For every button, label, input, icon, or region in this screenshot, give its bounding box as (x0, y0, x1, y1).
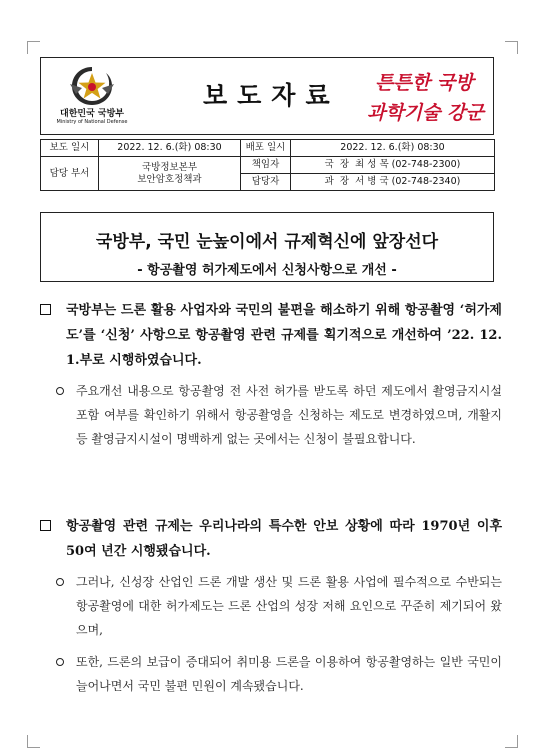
section-2-bullet-1 (40, 570, 502, 642)
section-2-bullet-1-text: 그러나, 신성장 산업인 드론 개발 생산 및 드론 활용 사업에 필수적으로 수반되는 항공촬영에 대한 허가제도는 드론 산업의 성장 저해 요인으로 꾸준히 제기되어 왔으며, (76, 575, 502, 637)
report-date-label: 보도 일시 (41, 140, 99, 157)
ministry-name-en: Ministry of National Defense (56, 119, 128, 125)
staff-value: 과 장 서 병 국 (02-748-2340) (291, 174, 495, 191)
responsible-label: 책임자 (241, 157, 291, 174)
section-2-bullet-2 (40, 650, 502, 698)
circle-bullet-icon (56, 578, 64, 586)
frame-corner-top-right (505, 41, 518, 54)
section-2-heading (40, 514, 502, 564)
dept-label: 담당 부서 (41, 157, 99, 191)
headline-box (40, 212, 494, 282)
ministry-name-kr: 대한민국 국방부 (60, 109, 124, 119)
press-header (40, 57, 494, 135)
frame-corner-bottom-left (27, 735, 40, 748)
section-1-heading-text: 국방부는 드론 활용 사업자와 국민의 불편을 해소하기 위해 항공촬영 ‘허가제도’를 ‘신청’ 사항으로 항공촬영 관련 규제를 획기적으로 개선하여 ’22. 12. 1.부로 시행하였습니다. (66, 303, 502, 368)
square-bullet-icon (40, 520, 51, 531)
dept-value (99, 157, 241, 191)
section-1-bullet-1-text: 주요개선 내용으로 항공촬영 전 사전 허가를 받도록 하던 제도에서 촬영금지시설 포함 여부를 확인하기 위해서 항공촬영을 신청하는 제도로 변경하였으며, 개활지 등 촬영금지시설이 명백하게 없는 곳에서는 신청이 불필요합니다. (76, 384, 502, 446)
slogan-line-1: 튼튼한 국방 (375, 72, 474, 94)
ministry-emblem-icon (66, 64, 118, 108)
circle-bullet-icon (56, 387, 64, 395)
section-2 (40, 514, 502, 698)
dept-line-2: 보안암호정책과 (137, 173, 202, 185)
headline-subtitle: - 항공촬영 허가제도에서 신청사항으로 개선 - (137, 263, 397, 278)
slogan-line-2: 과학기술 강군 (367, 102, 484, 124)
dept-line-1: 국방정보본부 (141, 161, 198, 173)
frame-corner-bottom-right (505, 735, 518, 748)
responsible-value: 국 장 최 성 목 (02-748-2300) (291, 157, 495, 174)
slogan-calligraphy (361, 64, 491, 130)
section-1-heading (40, 298, 502, 373)
section-1-bullet-1 (40, 379, 502, 451)
staff-label: 담당자 (241, 174, 291, 191)
section-2-bullet-2-text: 또한, 드론의 보급이 증대되어 취미용 드론을 이용하여 항공촬영하는 일반 국민이 늘어나면서 국민 불편 민원이 계속됐습니다. (76, 655, 502, 693)
square-bullet-icon (40, 304, 51, 315)
ministry-logo (49, 64, 135, 130)
circle-bullet-icon (56, 658, 64, 666)
report-date-value: 2022. 12. 6.(화) 08:30 (99, 140, 241, 157)
dist-date-label: 배포 일시 (241, 140, 291, 157)
headline-title: 국방부, 국민 눈높이에서 규제혁신에 앞장선다 (95, 232, 439, 252)
page-title: 보도자료 (203, 81, 340, 110)
section-2-heading-text: 항공촬영 관련 규제는 우리나라의 특수한 안보 상황에 따라 1970년 이후 50여 년간 시행됐습니다. (66, 519, 502, 559)
frame-corner-top-left (27, 41, 40, 54)
dist-date-value: 2022. 12. 6.(화) 08:30 (291, 140, 495, 157)
section-1 (40, 298, 502, 451)
release-info-table (40, 139, 495, 191)
